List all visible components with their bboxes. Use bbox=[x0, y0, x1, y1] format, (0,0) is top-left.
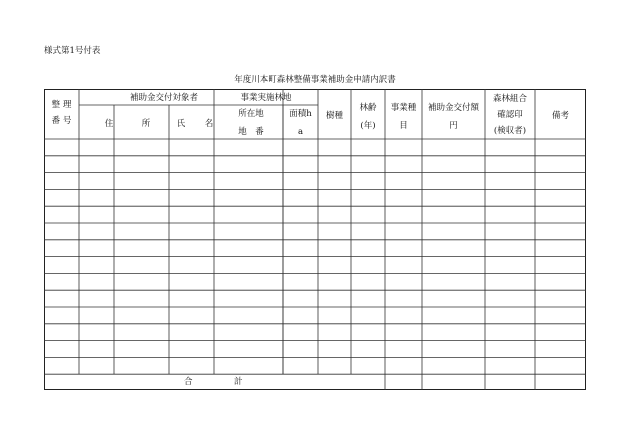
header-jusho-b: 所 bbox=[141, 119, 151, 129]
header-kumiai-line1: 森林組合 bbox=[492, 94, 527, 104]
header-shozaichi bbox=[219, 108, 283, 138]
header-jusho-a: 住 bbox=[104, 119, 114, 129]
form-title: 年度川本町森林整備事業補助金申請内訳書 bbox=[234, 75, 396, 85]
header-menseki-line2: a bbox=[297, 127, 304, 137]
header-rinrei-line1: 林齢 bbox=[359, 103, 377, 113]
form-number-label: 様式第1号付表 bbox=[44, 46, 101, 56]
header-shimei-a: 氏 bbox=[176, 119, 186, 129]
header-kumiai-line2: 確認印 bbox=[497, 110, 523, 120]
header-jigyoshu bbox=[385, 102, 422, 132]
header-rinrei bbox=[351, 102, 385, 132]
header-rinrei-line2: (年) bbox=[360, 121, 376, 131]
header-hojokin-gaku-line1: 補助金交付額 bbox=[427, 103, 479, 113]
header-chiban: 地 番 bbox=[238, 127, 264, 137]
header-kumiai-line3: (検収者) bbox=[493, 126, 527, 136]
header-seiri-bango bbox=[44, 99, 79, 127]
application-table bbox=[44, 89, 586, 390]
header-kumiai-kakunin bbox=[485, 93, 535, 137]
header-shimei-b: 名 bbox=[204, 119, 214, 129]
header-menseki bbox=[283, 108, 318, 138]
header-jigyo-rinchi: 事業実施林地 bbox=[240, 93, 292, 103]
header-hojo-taisho: 補助金交付対象者 bbox=[129, 93, 198, 103]
header-jushu: 樹種 bbox=[325, 111, 343, 121]
header-jigyoshu-line1: 事業種 bbox=[390, 103, 417, 113]
total-label-b: 計 bbox=[234, 377, 243, 387]
total-label-a: 合 bbox=[184, 377, 193, 387]
header-seiri-line1: 整 理 bbox=[51, 100, 72, 110]
header-jigyoshu-line2: 目 bbox=[399, 121, 408, 131]
header-hojokin-gaku-line2: 円 bbox=[449, 121, 458, 131]
header-shozaichi-line1: 所在地 bbox=[238, 109, 264, 119]
header-biko: 備考 bbox=[551, 111, 569, 121]
header-hojokin-gaku bbox=[422, 102, 485, 132]
header-seiri-line2: 番 号 bbox=[51, 116, 72, 126]
header-menseki-line1: 面積h bbox=[289, 109, 312, 119]
